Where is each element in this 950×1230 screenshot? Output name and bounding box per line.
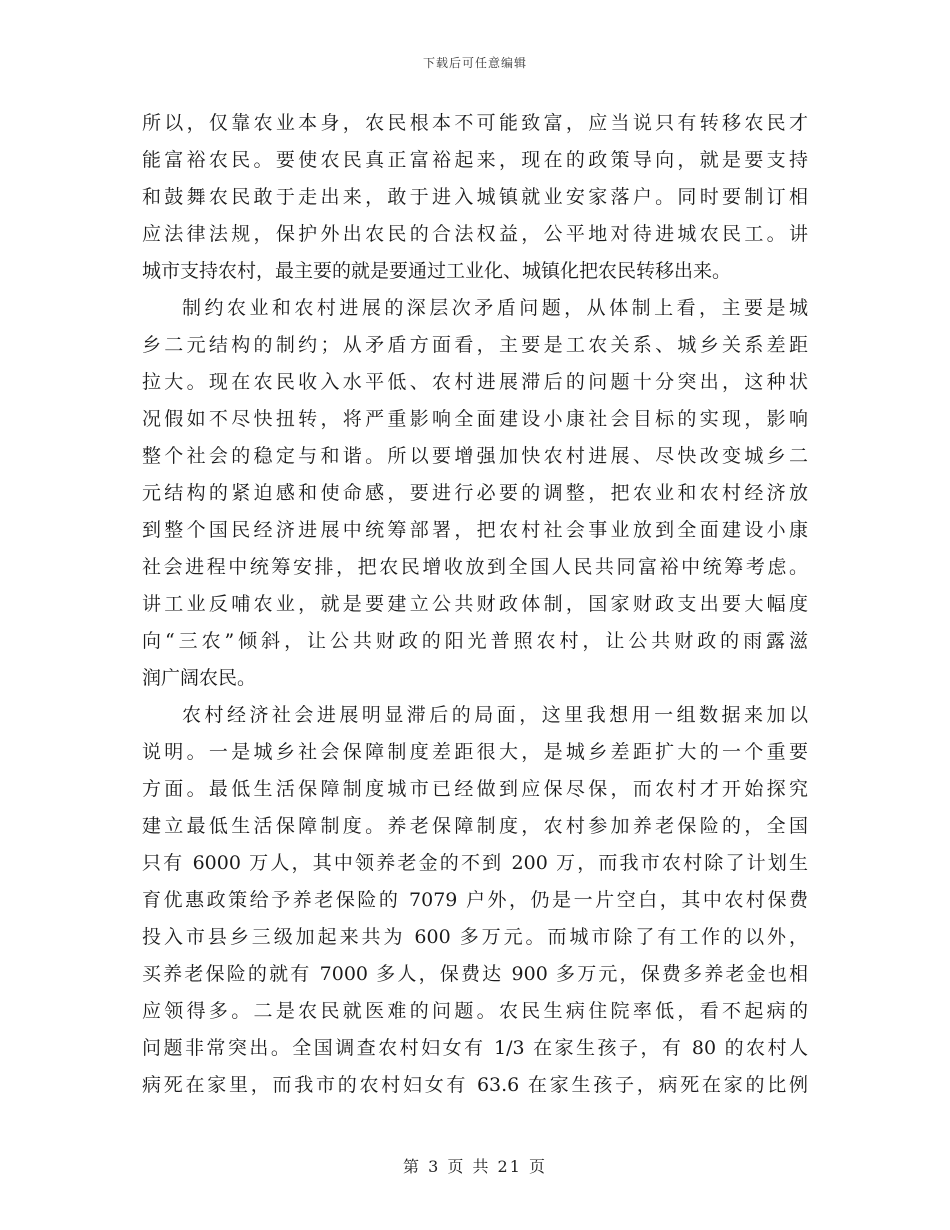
- paragraph-1-line-2: 能富裕农民。要使农民真正富裕起来，现在的政策导向，就是要支持: [142, 149, 808, 171]
- paragraph-1-line-5: 城市支持农村，最主要的就是要通过工业化、城镇化把农民转移出来。: [142, 260, 732, 282]
- paragraph-3-line-11: 病死在家里，而我市的农村妇女有 63.6 在家生孩子，病死在家的比例: [142, 1074, 808, 1096]
- paragraph-2-line-9: 讲工业反哺农业，就是要建立公共财政体制，国家财政支出要大幅度: [142, 593, 808, 615]
- document-body: [142, 105, 808, 1104]
- paragraph-3-line-2: 说明。一是城乡社会保障制度差距很大，是城乡差距扩大的一个重要: [142, 741, 808, 763]
- paragraph-3-line-6: 育优惠政策给予养老保险的 7079 户外，仍是一片空白，其中农村保费: [142, 889, 808, 911]
- paragraph-1-line-3: 和鼓舞农民敢于走出来，敢于进入城镇就业安家落户。同时要制订相: [142, 186, 808, 208]
- page-header-note: 下载后可任意编辑: [422, 56, 527, 70]
- paragraph-3-line-1: 农村经济社会进展明显滞后的局面，这里我想用一组数据来加以: [182, 704, 808, 726]
- paragraph-2-line-11: 润广阔农民。: [142, 667, 257, 689]
- paragraph-1-line-4: 应法律法规，保护外出农民的合法权益，公平地对待进城农民工。讲: [142, 223, 808, 245]
- paragraph-3-line-7: 投入市县乡三级加起来共为 600 多万元。而城市除了有工作的以外，: [142, 926, 808, 948]
- paragraph-2-line-10: 向“三农”倾斜，让公共财政的阳光普照农村，让公共财政的雨露滋: [142, 630, 808, 652]
- paragraph-2-line-2: 乡二元结构的制约；从矛盾方面看，主要是工农关系、城乡关系差距: [142, 334, 808, 356]
- paragraph-2-line-6: 元结构的紧迫感和使命感，要进行必要的调整，把农业和农村经济放: [142, 482, 808, 504]
- paragraph-1-line-1: 所以，仅靠农业本身，农民根本不可能致富，应当说只有转移农民才: [142, 112, 808, 134]
- paragraph-3-line-10: 问题非常突出。全国调查农村妇女有 1/3 在家生孩子，有 80 的农村人: [142, 1037, 808, 1059]
- paragraph-2-line-7: 到整个国民经济进展中统筹部署，把农村社会事业放到全面建设小康: [142, 519, 808, 541]
- paragraph-2-line-1: 制约农业和农村进展的深层次矛盾问题，从体制上看，主要是城: [182, 297, 808, 319]
- paragraph-3-line-5: 只有 6000 万人，其中领养老金的不到 200 万，而我市农村除了计划生: [142, 852, 808, 874]
- paragraph-3-line-3: 方面。最低生活保障制度城市已经做到应保尽保，而农村才开始探究: [142, 778, 808, 800]
- paragraph-3-line-8: 买养老保险的就有 7000 多人，保费达 900 多万元，保费多养老金也相: [142, 963, 808, 985]
- paragraph-2-line-8: 社会进程中统筹安排，把农民增收放到全国人民共同富裕中统筹考虑。: [142, 556, 808, 578]
- paragraph-2-line-5: 整个社会的稳定与和谐。所以要增强加快农村进展、尽快改变城乡二: [142, 445, 808, 467]
- paragraph-2-line-4: 况假如不尽快扭转，将严重影响全面建设小康社会目标的实现，影响: [142, 408, 808, 430]
- paragraph-2-line-3: 拉大。现在农民收入水平低、农村进展滞后的问题十分突出，这种状: [142, 371, 808, 393]
- paragraph-3-line-4: 建立最低生活保障制度。养老保障制度，农村参加养老保险的，全国: [142, 815, 808, 837]
- paragraph-3-line-9: 应领得多。二是农民就医难的问题。农民生病住院率低，看不起病的: [142, 1000, 808, 1022]
- page-number-footer: 第 3 页 共 21 页: [403, 1157, 547, 1176]
